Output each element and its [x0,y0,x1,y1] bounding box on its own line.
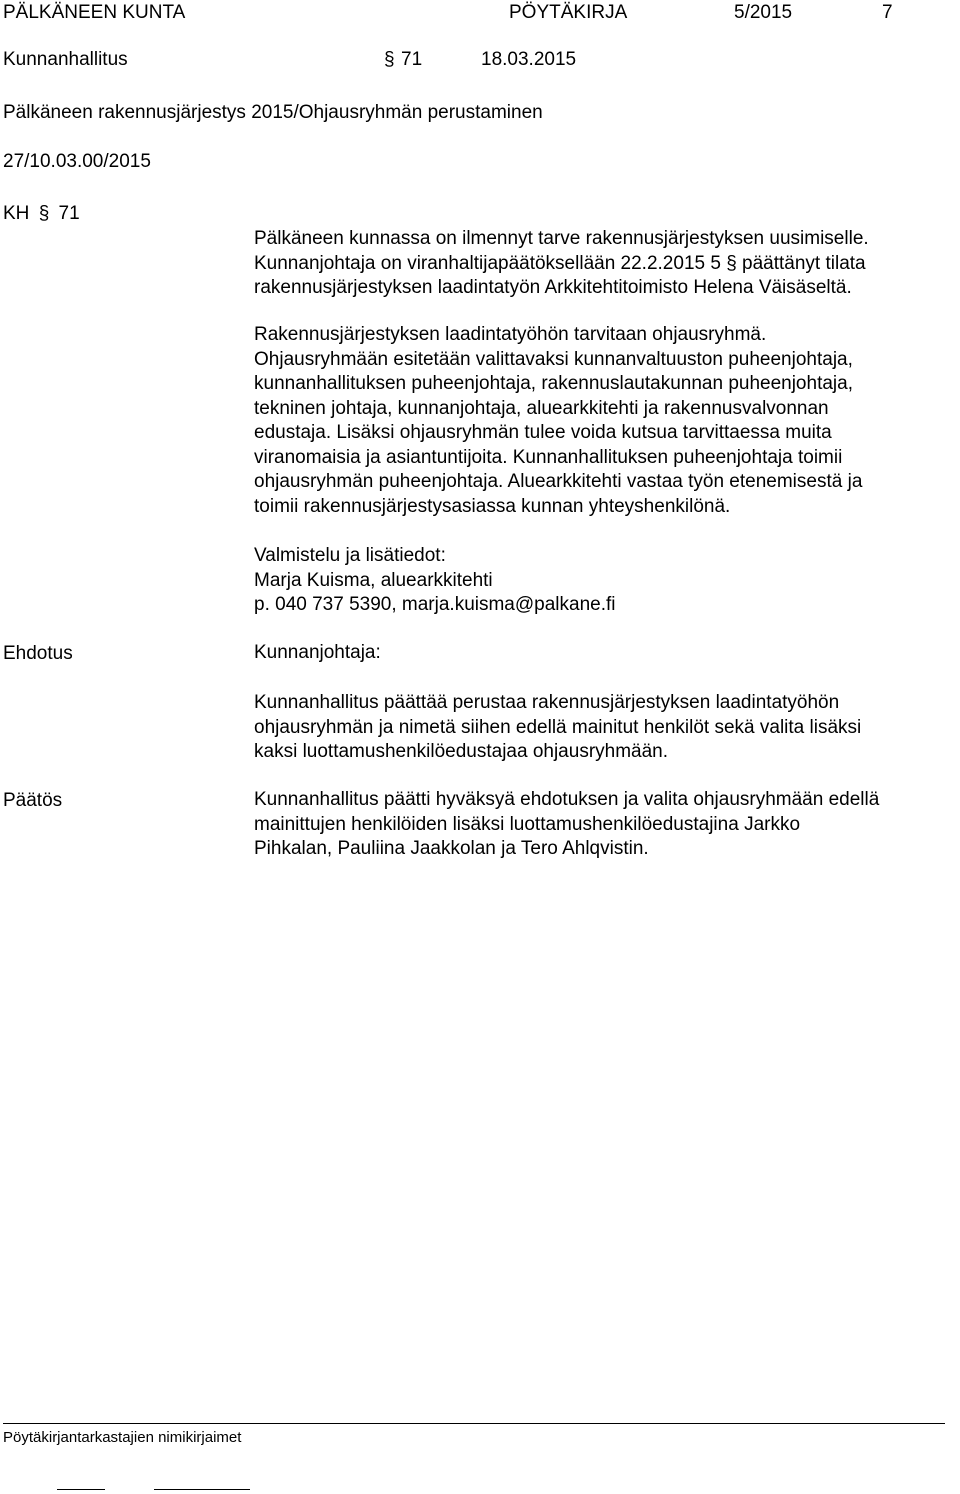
proposal-text: Kunnanhallitus päättää perustaa rakennusjärjestyksen laadintatyöhön ohjausryhmän ja nimetä siihen edellä mainitut henkilöt sekä valita lisäksi kaksi luottamushenkilöedustajaa ohjausryhmään. [254,692,862,762]
proposal-presenter: Kunnanjohtaja: [254,642,381,663]
signature-line-1 [57,1489,105,1490]
decision-text: Kunnanhallitus päätti hyväksyä ehdotuksen ja valita ohjausryhmään edellä mainittujen henkilöiden lisäksi luottamushenkilöedustajina Jarkko Pihkalan, Pauliina Jaakkolan ja Tero Ahlqvistin. [254,789,880,859]
signatures-label: Pöytäkirjantarkastajien nimikirjaimet [3,1429,242,1446]
section-number: 71 [401,49,423,70]
footer-divider [3,1423,945,1424]
page-number: 7 [882,2,893,23]
document-number: 5/2015 [734,2,793,23]
signature-line-2 [154,1489,250,1490]
diary-number: 27/10.03.00/2015 [3,151,151,172]
meeting-date: 18.03.2015 [481,49,577,70]
contact-paragraph: Valmistelu ja lisätiedot: Marja Kuisma, aluearkkitehti p. 040 737 5390, marja.kuisma@palkane.fi [254,545,616,615]
kh-label [3,202,80,226]
kh-text: KH [3,203,30,224]
document-type: PÖYTÄKIRJA [509,2,628,23]
municipality-name: PÄLKÄNEEN KUNTA [3,2,186,23]
section-symbol: § [384,49,395,70]
body-name: Kunnanhallitus [3,49,128,70]
intro-paragraph: Pälkäneen kunnassa on ilmennyt tarve rakennusjärjestyksen uusimiselle. Kunnanjohtaja on viranhaltijapäätöksellään 22.2.2015 5 § päättänyt tilata rakennusjärjestyksen laadintatyön Arkkitehtitoimisto Helena Väisäseltä. [254,228,869,298]
section-symbol: § [38,203,50,224]
proposal-label: Ehdotus [3,643,73,664]
kh-number: 71 [58,203,80,224]
need-paragraph: Rakennusjärjestyksen laadintatyöhön tarvitaan ohjausryhmä. Ohjausryhmään esitetään valittavaksi kunnanvaltuuston puheenjohtaja, kunnanhallituksen puheenjohtaja, rakennuslautakunnan puheenjohtaja, tekninen johtaja, kunnanjohtaja, aluearkkitehti ja rakennusvalvonnan edustaja. Lisäksi ohjausryhmän tulee voida kutsua tarvittaessa muita viranomaisia ja asiantuntijoita. Kunnanhallituksen puheenjohtaja toimii ohjausryhmän puheenjohtaja. Aluearkkitehti vastaa työn etenemisestä ja toimii rakennusjärjestysasiassa kunnan yhteyshenkilönä. [254,324,863,517]
decision-label: Päätös [3,790,63,811]
item-title: Pälkäneen rakennusjärjestys 2015/Ohjausryhmän perustaminen [3,102,543,123]
